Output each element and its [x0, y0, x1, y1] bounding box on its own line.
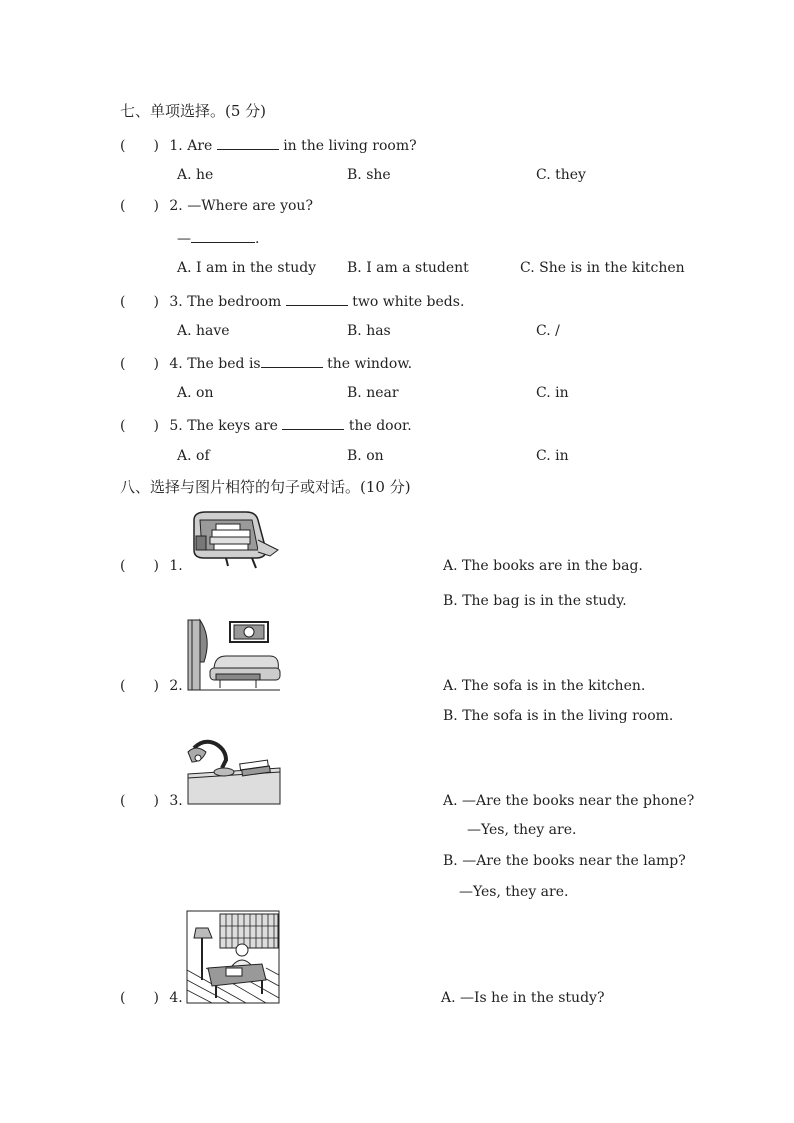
- option-a[interactable]: A. The sofa is in the kitchen.: [443, 678, 646, 694]
- boy-in-study-picture: [186, 910, 280, 1004]
- answer-paren: ( ): [120, 418, 159, 434]
- question-text-pre: The bed is: [187, 356, 261, 372]
- answer-blank[interactable]: [286, 293, 348, 306]
- option-c[interactable]: C. in: [536, 448, 569, 464]
- option-a[interactable]: A. I am in the study: [177, 260, 317, 276]
- option-a[interactable]: A. of: [177, 448, 210, 464]
- item-number: 3.: [169, 793, 183, 809]
- answer-paren: ( ): [120, 356, 159, 372]
- question-1: [120, 137, 417, 153]
- answer-paren: ( ): [120, 990, 159, 1006]
- answer-blank[interactable]: [282, 417, 344, 430]
- option-b[interactable]: B. —Are the books near the lamp?: [443, 853, 686, 869]
- picture-item-3: [120, 794, 183, 808]
- section-8-title: 八、选择与图片相符的句子或对话。(10 分): [120, 478, 411, 496]
- item-number: 1.: [169, 558, 183, 574]
- question-number: 2.: [169, 198, 183, 214]
- living-room-sofa-picture: [186, 618, 282, 692]
- option-a[interactable]: A. The books are in the bag.: [443, 558, 643, 574]
- answer-paren: ( ): [120, 138, 159, 154]
- item-number: 4.: [169, 990, 183, 1006]
- option-b[interactable]: B. The bag is in the study.: [443, 593, 627, 609]
- question-text-post: in the living room?: [283, 138, 417, 154]
- option-c[interactable]: C. /: [536, 323, 560, 339]
- picture-item-1: [120, 559, 183, 573]
- question-text-pre: The bedroom: [187, 294, 282, 310]
- question-4: [120, 355, 412, 371]
- question-number: 4.: [169, 356, 183, 372]
- answer-paren: ( ): [120, 558, 159, 574]
- answer-paren: ( ): [120, 678, 159, 694]
- question-5: [120, 417, 412, 433]
- question-text-post: the window.: [327, 356, 413, 372]
- question-text-pre: The keys are: [187, 418, 278, 434]
- option-b[interactable]: B. she: [347, 167, 391, 183]
- option-a[interactable]: A. —Is he in the study?: [441, 990, 605, 1006]
- question-number: 5.: [169, 418, 183, 434]
- question-text: —Where are you?: [187, 198, 313, 214]
- period: .: [255, 231, 260, 247]
- picture-item-2: [120, 679, 183, 693]
- option-b[interactable]: B. on: [347, 448, 384, 464]
- answer-paren: ( ): [120, 793, 159, 809]
- option-c[interactable]: C. in: [536, 385, 569, 401]
- option-a[interactable]: A. on: [177, 385, 214, 401]
- question-text-post: two white beds.: [352, 294, 465, 310]
- question-text-post: the door.: [348, 418, 412, 434]
- lamp-and-books-picture: [186, 738, 282, 808]
- section-7-title: 七、单项选择。(5 分): [120, 102, 267, 120]
- question-number: 1.: [169, 138, 183, 154]
- option-b[interactable]: B. has: [347, 323, 391, 339]
- option-a[interactable]: A. have: [177, 323, 230, 339]
- option-b[interactable]: B. I am a student: [347, 260, 469, 276]
- option-b[interactable]: B. The sofa is in the living room.: [443, 708, 674, 724]
- option-c[interactable]: C. they: [536, 167, 586, 183]
- answer-paren: ( ): [120, 198, 159, 214]
- option-a[interactable]: A. he: [177, 167, 214, 183]
- answer-blank[interactable]: [191, 230, 255, 243]
- question-number: 3.: [169, 294, 183, 310]
- bag-with-books-picture: [186, 510, 280, 570]
- question-2: [120, 199, 313, 213]
- answer-paren: ( ): [120, 294, 159, 310]
- option-b[interactable]: B. near: [347, 385, 399, 401]
- item-number: 2.: [169, 678, 183, 694]
- option-b-reply: —Yes, they are.: [459, 884, 569, 900]
- answer-blank[interactable]: [261, 355, 323, 368]
- option-a[interactable]: A. —Are the books near the phone?: [443, 793, 695, 809]
- question-3: [120, 293, 464, 309]
- answer-blank[interactable]: [217, 137, 279, 150]
- option-a-reply: —Yes, they are.: [467, 822, 577, 838]
- question-text-pre: Are: [187, 138, 213, 154]
- dash: —: [177, 231, 191, 247]
- option-c[interactable]: C. She is in the kitchen: [520, 260, 685, 276]
- picture-item-4: [120, 991, 183, 1005]
- question-2-answer-line: [177, 230, 259, 246]
